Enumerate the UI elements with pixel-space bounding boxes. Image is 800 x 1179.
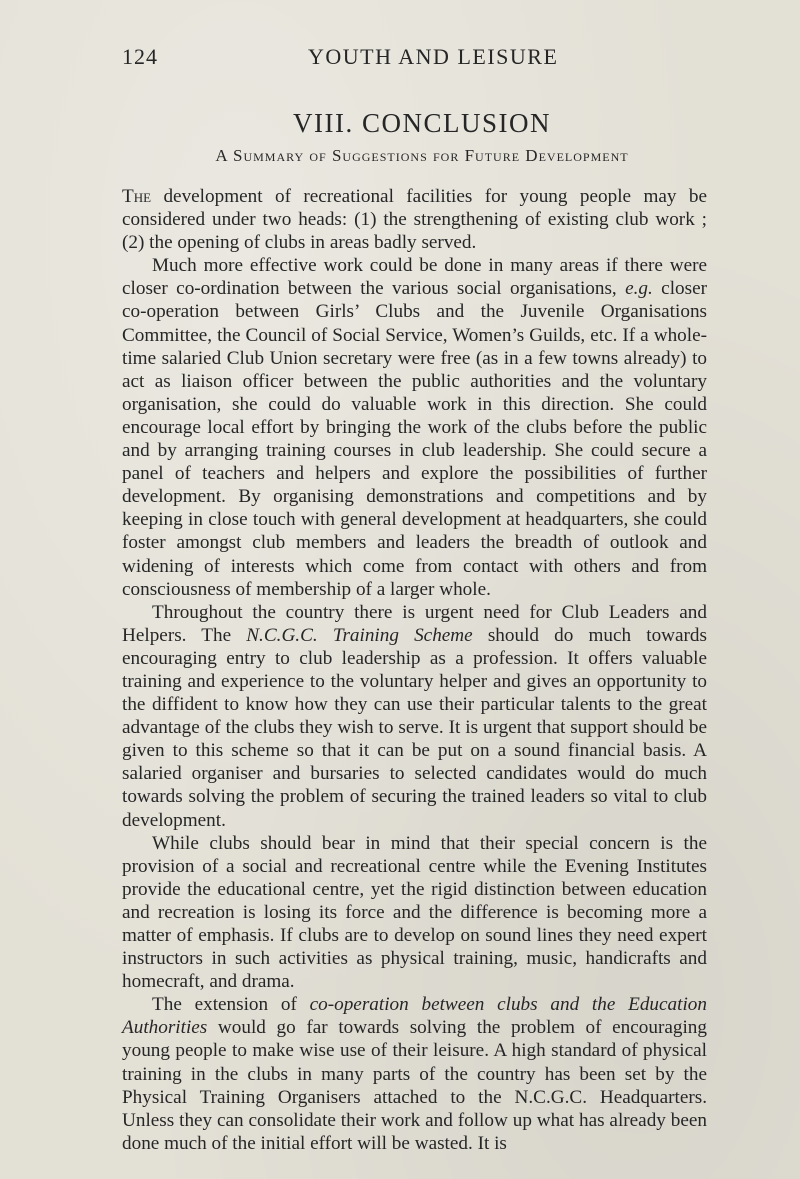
paragraph-5-text-a: The extension of: [152, 994, 310, 1016]
paragraph-3-text-a: Throughout the country there is urgent need for Club Leaders and Helpers. The: [122, 601, 707, 646]
paragraph-4-text: While clubs should bear in mind that their special concern is the provision of a social and recreational centre while the Evening Institutes provide the educational centre, yet the rigid distinction between education and recreation is losing its force and the difference is becoming more a matter of emphasis. If clubs are to develop on sound lines they need expert instructors in such activities as physical training, music, handicrafts and homecraft, and drama.: [122, 832, 707, 993]
paragraph-2: [122, 254, 707, 600]
paragraph-4: [122, 832, 707, 994]
chapter-heading: [0, 108, 800, 139]
paragraph-3-scheme: N.C.G.C. Training Scheme: [246, 624, 473, 646]
page-number: 124: [122, 44, 158, 69]
paragraph-5: [122, 993, 707, 1155]
paragraph-1-lead-word: The: [122, 186, 152, 207]
running-head: [122, 44, 722, 76]
paragraph-3: [122, 601, 707, 832]
paragraph-2-text-a: Much more effective work could be done in many areas if there were closer co-ordination between the various social organisations,: [122, 255, 707, 300]
chapter-subheading-text: A Summary of Suggestions for Future Development: [215, 146, 629, 165]
body-text: [122, 185, 707, 1155]
chapter-heading-text: VIII. CONCLUSION: [293, 108, 551, 138]
paragraph-2-text-b: closer co-operation between Girls’ Clubs and the Juvenile Organisations Committee, the Council of Social Service, Women’s Guilds, etc. If a whole-time salaried Club Union secretary were free (as in a few towns already) to act as liaison officer between the public authorities and the voluntary organisation, she could do valuable work in this direction. She could encourage local effort by bringing the work of the clubs before the public and by arranging training courses in club leadership. She could secure a panel of teachers and helpers and explore the possibilities of further development. By organising demonstrations and competitions and by keeping in close touch with general development at headquarters, she could foster amongst club members and leaders the breadth of outlook and widening of interests which come from contact with others and from consciousness of membership of a larger whole.: [122, 278, 707, 600]
paragraph-2-eg: e.g.: [625, 278, 653, 300]
paragraph-5-text-b: would go far towards solving the problem of encouraging young people to make wise use of their leisure. A high standard of physical training in the clubs in many parts of the country has been set by the Physical Training Organisers attached to the N.C.G.C. Headquarters. Unless they can consolidate their work and follow up what has already been done much of the initial effort will be wasted. It is: [122, 1017, 707, 1154]
running-title: YOUTH AND LEISURE: [308, 44, 559, 69]
paragraph-1-text: development of recreational facilities for young people may be considered under two heads: (1) the strengthening of existing club work ; (2) the opening of clubs in areas badly served.: [122, 186, 707, 254]
paragraph-1: [122, 185, 707, 254]
chapter-subheading: [0, 146, 800, 166]
paragraph-3-text-b: should do much towards encouraging entry to club leadership as a profession. It offers valuable training and experience to the voluntary helper and gives an opportunity to the diffident to know how they can use their particular talents to the great advantage of the clubs they wish to serve. It is urgent that support should be given to this scheme so that it can be put on a sound financial basis. A salaried organiser and bursaries to selected candidates would do much towards solving the problem of securing the trained leaders so vital to club development.: [122, 624, 707, 831]
paragraph-5-italic: co-operation between clubs and the Education Authorities: [122, 994, 707, 1039]
